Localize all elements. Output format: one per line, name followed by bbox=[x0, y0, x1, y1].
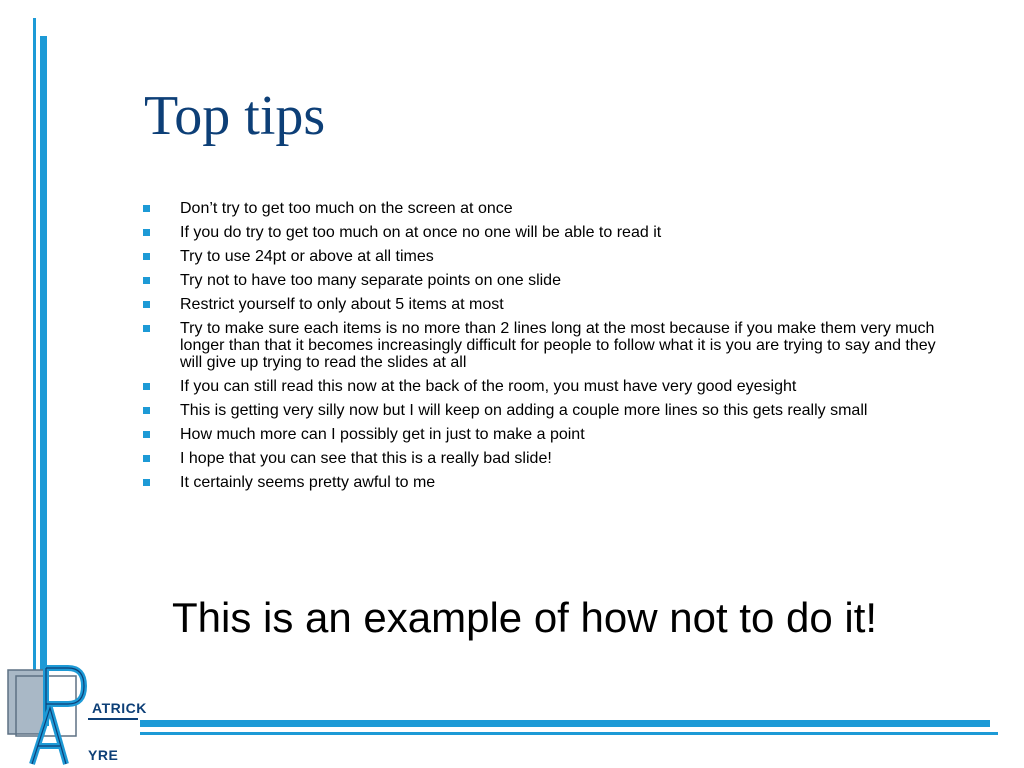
bullet-text: Restrict yourself to only about 5 items at most bbox=[180, 296, 504, 313]
square-bullet-icon bbox=[143, 407, 150, 414]
bottom-rule-thick bbox=[140, 720, 990, 727]
bullet-text: Try to make sure each items is no more than 2 lines long at the most because if you make them very much longer than that it becomes increasingly difficult for people to follow what it is you are trying to say and they will give up trying to read the slides at all bbox=[180, 320, 936, 371]
bullet-text: If you can still read this now at the back of the room, you must have very good eyesight bbox=[180, 378, 797, 395]
square-bullet-icon bbox=[143, 253, 150, 260]
bullet-item bbox=[142, 474, 962, 491]
square-bullet-icon bbox=[143, 383, 150, 390]
logo-word-top: ATRICK bbox=[92, 700, 147, 716]
logo-underline bbox=[88, 718, 138, 720]
bullet-text: Don’t try to get too much on the screen at once bbox=[180, 200, 513, 217]
bullet-text: Try to use 24pt or above at all times bbox=[180, 248, 434, 265]
slide-title: Top tips bbox=[144, 85, 326, 147]
square-bullet-icon bbox=[143, 205, 150, 212]
bullet-item bbox=[142, 272, 962, 289]
bullet-text: If you do try to get too much on at once no one will be able to read it bbox=[180, 224, 662, 241]
bullet-text: I hope that you can see that this is a really bad slide! bbox=[180, 450, 552, 467]
square-bullet-icon bbox=[143, 455, 150, 462]
bullet-list bbox=[142, 200, 962, 498]
bullet-item bbox=[142, 450, 962, 467]
bullet-item bbox=[142, 320, 962, 371]
slide-tagline: This is an example of how not to do it! bbox=[172, 594, 878, 641]
bullet-item bbox=[142, 224, 962, 241]
square-bullet-icon bbox=[143, 325, 150, 332]
left-rule-thin bbox=[33, 18, 36, 670]
square-bullet-icon bbox=[143, 301, 150, 308]
company-logo bbox=[6, 664, 147, 768]
bullet-item bbox=[142, 378, 962, 395]
square-bullet-icon bbox=[143, 277, 150, 284]
bottom-rule-thin bbox=[140, 732, 998, 735]
bullet-item bbox=[142, 248, 962, 265]
logo-word-bottom: YRE bbox=[88, 747, 119, 763]
bullet-item bbox=[142, 402, 962, 419]
pa-monogram-icon bbox=[6, 664, 88, 768]
bullet-item bbox=[142, 426, 962, 443]
bullet-text: Try not to have too many separate points on one slide bbox=[180, 272, 561, 289]
square-bullet-icon bbox=[143, 229, 150, 236]
bullet-text: This is getting very silly now but I will keep on adding a couple more lines so this gets really small bbox=[180, 402, 868, 419]
bullet-text: It certainly seems pretty awful to me bbox=[180, 474, 436, 491]
square-bullet-icon bbox=[143, 431, 150, 438]
square-bullet-icon bbox=[143, 479, 150, 486]
bullet-item bbox=[142, 296, 962, 313]
bullet-text: How much more can I possibly get in just to make a point bbox=[180, 426, 585, 443]
bullet-item bbox=[142, 200, 962, 217]
left-rule-thick bbox=[40, 36, 47, 676]
